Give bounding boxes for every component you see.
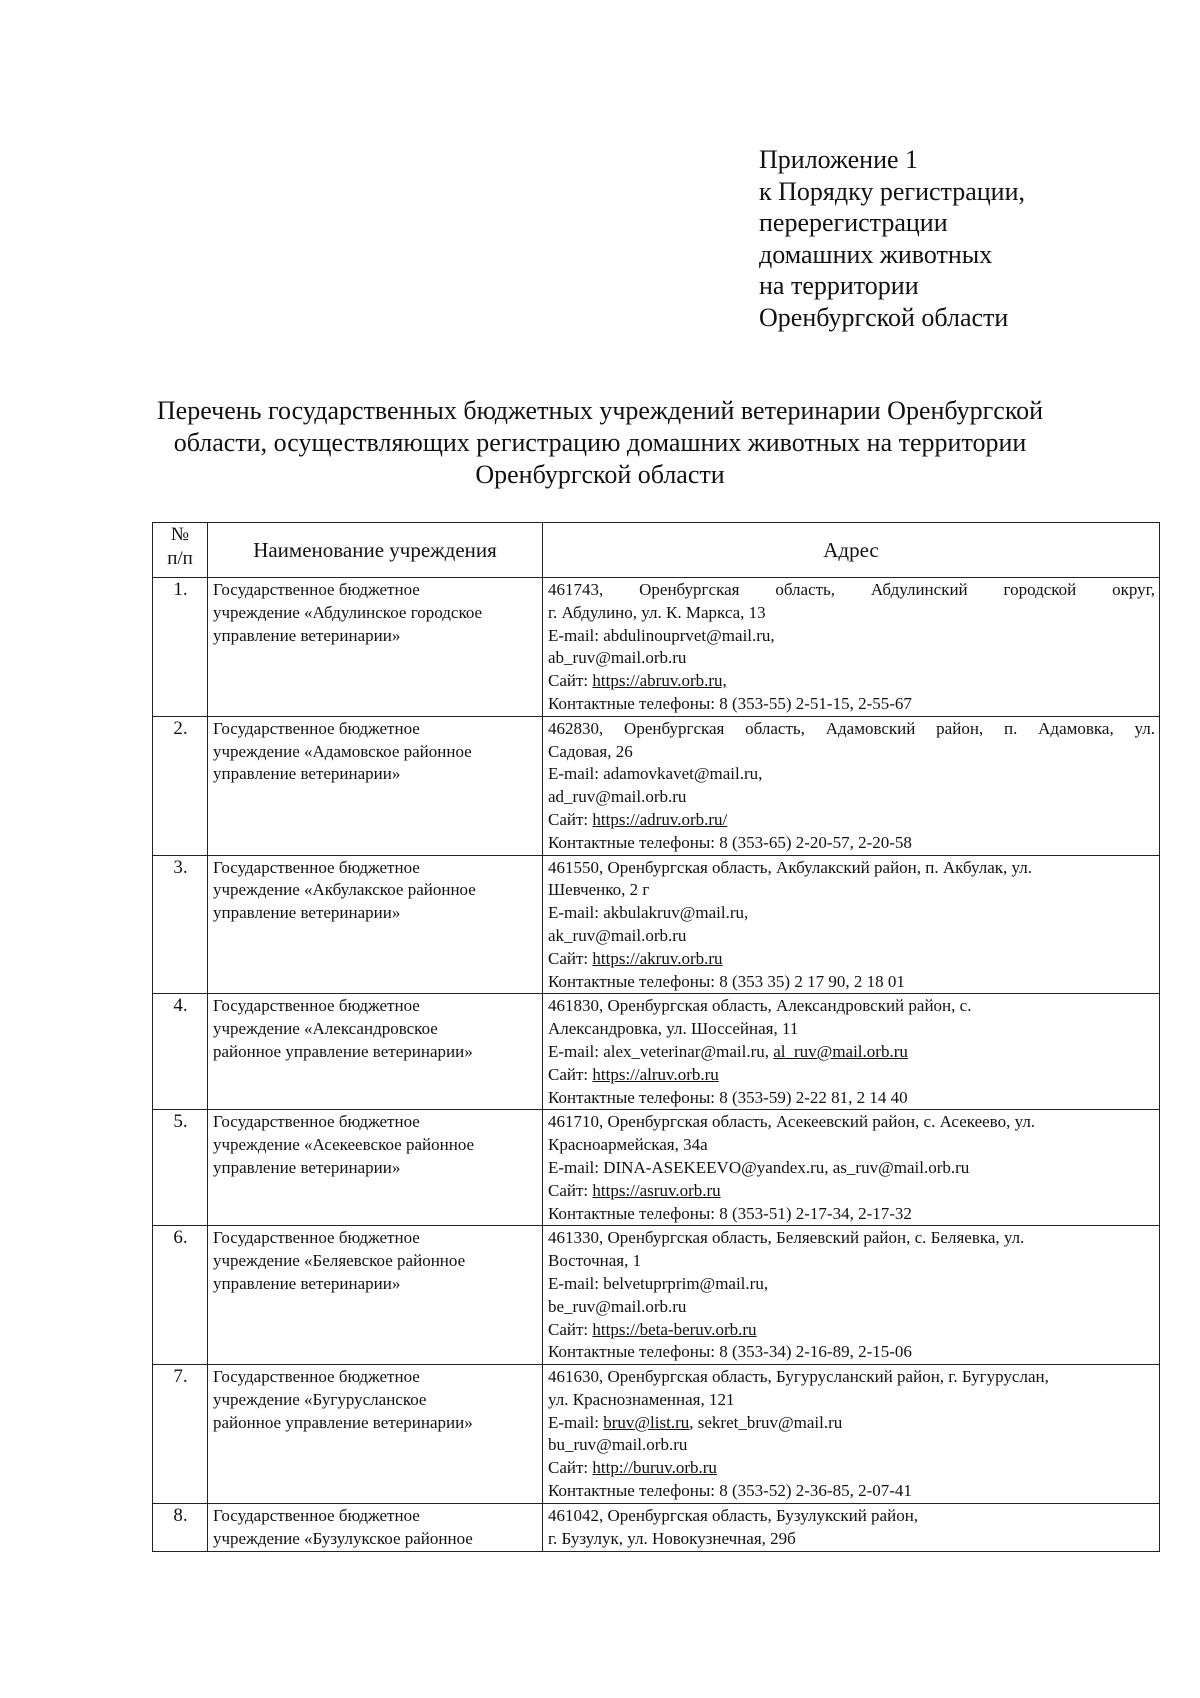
email-link[interactable]: al_ruv@mail.orb.ru [773,1041,908,1061]
name-line: учреждение «Абдулинское городское [213,602,483,622]
table-row [153,994,1160,1110]
institution-name [208,1110,543,1226]
row-number: 2. [153,716,208,855]
table-row [153,578,1160,717]
site-label: Сайт: [548,948,593,968]
site-line [548,1064,1155,1087]
email-link[interactable]: akbulakruv@mail.ru, [603,903,749,923]
header-name: Наименование учреждения [208,523,543,578]
name-line: Государственное бюджетное [213,1228,420,1248]
email-link[interactable]: belvetuprprim@mail.ru, [603,1273,769,1293]
table-row [153,1110,1160,1226]
email-link[interactable]: as_ruv@mail.orb.ru [832,1157,970,1177]
table-row [153,716,1160,855]
name-line: районное управление ветеринарии» [213,1412,473,1432]
name-line: учреждение «Беляевское районное [213,1251,466,1271]
address-line: Александровка, ул. Шоссейная, 11 [548,1019,799,1039]
email-line [548,1157,1155,1180]
email-link[interactable]: be_ruv@mail.orb.ru [548,1296,687,1316]
table-row [153,1226,1160,1365]
name-line: управление ветеринарии» [213,764,401,784]
address-line: 461330, Оренбургская область, Беляевский район, с. Беляевка, ул. [548,1228,1025,1248]
email-line [548,1041,1155,1064]
site-link[interactable]: https://abruv.orb.ru, [592,671,727,691]
header-number-symbol: № [170,524,190,545]
email-label: E-mail: [548,764,604,784]
email-separator: , [689,1412,698,1432]
address-line: Восточная, 1 [548,1251,642,1271]
site-line [548,809,1155,832]
email-label: E-mail: [548,1157,604,1177]
header-number [153,523,208,578]
institutions-table [152,522,1160,1552]
institution-address [543,1110,1160,1226]
row-number: 6. [153,1226,208,1365]
name-line: управление ветеринарии» [213,625,401,645]
institution-name [208,578,543,717]
address-line: 461630, Оренбургская область, Бугурусланский район, г. Бугуруслан, [548,1367,1049,1387]
name-line: учреждение «Акбулакское районное [213,880,476,900]
annex-line: Приложение 1 [759,145,919,174]
name-line: управление ветеринарии» [213,903,401,923]
address-line: 461830, Оренбургская область, Александровский район, с. [548,996,972,1016]
email-line [548,902,1155,925]
annex-line: Оренбургской области [759,302,1009,332]
annex-line: на территории [759,271,919,300]
title-line: Перечень государственных бюджетных учреждений ветеринарии Оренбургской [156,396,1044,425]
row-number: 4. [153,994,208,1110]
site-line [548,1457,1155,1480]
institution-address [543,1226,1160,1365]
name-line: учреждение «Асекеевское районное [213,1135,475,1155]
phones-line: Контактные телефоны: 8 (353-52) 2-36-85, 2-07-41 [548,1481,912,1501]
name-line: Государственное бюджетное [213,1112,420,1132]
email-link[interactable]: DINA-ASEKEEVO@yandex.ru, [603,1157,833,1177]
name-line: управление ветеринарии» [213,1273,401,1293]
address-line: г. Абдулино, ул. К. Маркса, 13 [548,602,766,622]
annex-line: перерегистрации [759,208,948,237]
site-line [548,1180,1155,1203]
institution-name [208,716,543,855]
phones-line: Контактные телефоны: 8 (353-51) 2-17-34, 2-17-32 [548,1203,912,1223]
name-line: управление ветеринарии» [213,1157,401,1177]
site-label: Сайт: [548,809,593,829]
institution-name [208,1365,543,1504]
row-number: 7. [153,1365,208,1504]
site-link[interactable]: https://akruv.orb.ru [592,948,723,968]
title-line: области, осуществляющих регистрацию домашних животных на территории [173,428,1027,457]
table-row [153,855,1160,994]
table-row [153,1503,1160,1551]
name-line: Государственное бюджетное [213,996,420,1016]
email-link[interactable]: alex_veterinar@mail.ru, [603,1041,774,1061]
name-line: учреждение «Бугурусланское [213,1389,427,1409]
institution-name [208,1226,543,1365]
address-line: ул. Краснознаменная, 121 [548,1389,735,1409]
name-line: Государственное бюджетное [213,718,420,738]
address-line: Красноармейская, 34а [548,1135,708,1155]
site-link[interactable]: https://beta-beruv.orb.ru [592,1319,757,1339]
email-link[interactable]: ab_ruv@mail.orb.ru [548,648,687,668]
site-line [548,948,1155,971]
site-label: Сайт: [548,1319,593,1339]
address-line: 461710, Оренбургская область, Асекеевский район, с. Асекеево, ул. [548,1112,1036,1132]
table-row [153,1365,1160,1504]
address-line: Шевченко, 2 г [548,880,650,900]
name-line: учреждение «Адамовское районное [213,741,472,761]
institution-address [543,1365,1160,1504]
row-number: 3. [153,855,208,994]
email-link[interactable]: ad_ruv@mail.orb.ru [548,787,687,807]
institution-address [543,855,1160,994]
institution-address [543,994,1160,1110]
row-number: 1. [153,578,208,717]
address-line: Садовая, 26 [548,741,633,761]
email-link[interactable]: ak_ruv@mail.orb.ru [548,925,687,945]
row-number: 8. [153,1503,208,1551]
name-line: Государственное бюджетное [213,857,420,877]
phones-line: Контактные телефоны: 8 (353-65) 2-20-57, 2-20-58 [548,832,912,852]
email-link[interactable]: sekret_bruv@mail.ru [697,1412,843,1432]
email-label: E-mail: [548,1412,604,1432]
site-label: Сайт: [548,1064,593,1084]
name-line: учреждение «Бузулукское районное [213,1528,473,1548]
site-line [548,1319,1155,1342]
email-line [548,1412,1155,1435]
name-line: районное управление ветеринарии» [213,1041,473,1061]
address-line: 461743, Оренбургская область, Абдулинский городской округ, [548,580,1155,599]
institution-name [208,1503,543,1551]
phones-line: Контактные телефоны: 8 (353 35) 2 17 90, 2 18 01 [548,971,905,991]
email-link[interactable]: bu_ruv@mail.orb.ru [548,1435,688,1455]
row-number: 5. [153,1110,208,1226]
email-link[interactable]: bruv@list.ru [603,1412,690,1432]
address-line: 461550, Оренбургская область, Акбулакский район, п. Акбулак, ул. [548,857,1033,877]
site-label: Сайт: [548,671,593,691]
address-line: г. Бузулук, ул. Новокузнечная, 29б [548,1528,796,1548]
annex-line: домашних животных [759,239,993,269]
header-address: Адрес [543,523,1160,578]
site-line [548,670,1155,693]
name-line: учреждение «Александровское [213,1019,438,1039]
document-title [140,395,1060,491]
email-label: E-mail: [548,903,604,923]
name-line: Государственное бюджетное [213,580,420,599]
phones-line: Контактные телефоны: 8 (353-59) 2-22 81, 2 14 40 [548,1087,908,1107]
site-label: Сайт: [548,1458,593,1478]
site-link[interactable]: https://adruv.orb.ru/ [592,809,728,829]
site-link[interactable]: https://asruv.orb.ru [592,1180,721,1200]
name-line: Государственное бюджетное [213,1367,420,1387]
email-line [548,1273,1155,1296]
site-link[interactable]: https://alruv.orb.ru [592,1064,719,1084]
email-line [548,625,1155,648]
institution-name [208,994,543,1110]
header-number-abbr: п/п [167,548,193,569]
email-link[interactable]: adamovkavet@mail.ru, [603,764,763,784]
institution-address [543,1503,1160,1551]
institution-address [543,716,1160,855]
email-label: E-mail: [548,625,604,645]
annex-block [759,144,1119,333]
email-line [548,763,1155,786]
name-line: Государственное бюджетное [213,1505,420,1525]
address-line: 462830, Оренбургская область, Адамовский район, п. Адамовка, ул. [548,718,1155,738]
phones-line: Контактные телефоны: 8 (353-55) 2-51-15, 2-55-67 [548,693,912,713]
email-label: E-mail: [548,1041,604,1061]
annex-line: к Порядку регистрации, [759,176,1025,206]
email-label: E-mail: [548,1273,604,1293]
site-link[interactable]: http://buruv.orb.ru [592,1458,717,1478]
table-header-row [153,523,1160,578]
institution-name [208,855,543,994]
email-link[interactable]: abdulinouprvet@mail.ru, [603,625,775,645]
title-line: Оренбургской области [475,460,725,489]
site-label: Сайт: [548,1180,593,1200]
institution-address [543,578,1160,717]
phones-line: Контактные телефоны: 8 (353-34) 2-16-89, 2-15-06 [548,1342,912,1362]
address-line: 461042, Оренбургская область, Бузулукский район, [548,1505,919,1525]
